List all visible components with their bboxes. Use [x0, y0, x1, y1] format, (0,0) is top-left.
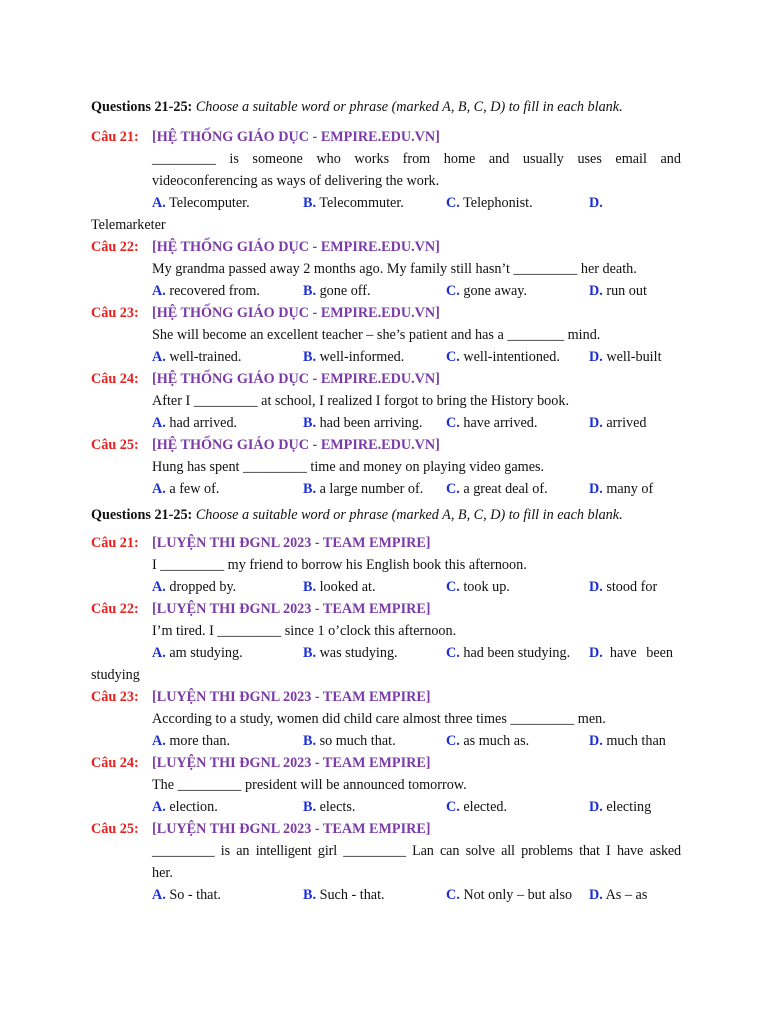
option-c[interactable]: C. have arrived. [446, 415, 538, 431]
answer-options [152, 478, 681, 500]
question-source: [HỆ THỐNG GIÁO DỤC - EMPIRE.EDU.VN] [152, 239, 440, 255]
option-a[interactable]: A. recovered from. [152, 283, 260, 299]
option-b[interactable]: B. gone off. [303, 283, 371, 299]
answer-options [152, 412, 681, 434]
question-source: [LUYỆN THI ĐGNL 2023 - TEAM EMPIRE] [152, 755, 431, 771]
question-number: Câu 25: [91, 437, 139, 453]
question-21 [91, 532, 681, 598]
question-number: Câu 23: [91, 305, 139, 321]
question-23 [91, 302, 681, 368]
question-21 [91, 126, 681, 236]
question-stem: _________ is an intelligent girl _________ Lan can solve all problems that I have asked [152, 843, 681, 859]
option-c[interactable]: C. had been studying. [446, 645, 571, 661]
question-24 [91, 368, 681, 434]
question-source: [LUYỆN THI ĐGNL 2023 - TEAM EMPIRE] [152, 601, 431, 617]
option-b[interactable]: B. a large number of. [303, 481, 424, 497]
option-c[interactable]: C. as much as. [446, 733, 530, 749]
option-d[interactable]: D. run out [589, 283, 647, 299]
question-stem: The _________ president will be announced tomorrow. [152, 777, 467, 793]
answer-options [152, 280, 681, 302]
question-source: [HỆ THỐNG GIÁO DỤC - EMPIRE.EDU.VN] [152, 437, 440, 453]
option-d[interactable]: D. many of [589, 481, 654, 497]
question-stem: I’m tired. I _________ since 1 o’clock this afternoon. [152, 623, 457, 639]
answer-options [152, 576, 681, 598]
option-b[interactable]: B. looked at. [303, 579, 376, 595]
question-stem-cont: videoconferencing as ways of delivering the work. [152, 173, 440, 189]
option-c[interactable]: C. took up. [446, 579, 510, 595]
heading-label: Questions 21-25: [91, 99, 193, 115]
question-number: Câu 22: [91, 239, 139, 255]
option-a[interactable]: A. dropped by. [152, 579, 237, 595]
question-stem-cont: her. [152, 865, 173, 881]
option-b[interactable]: B. so much that. [303, 733, 396, 749]
answer-options [152, 730, 681, 752]
question-source: [LUYỆN THI ĐGNL 2023 - TEAM EMPIRE] [152, 821, 431, 837]
question-source: [HỆ THỐNG GIÁO DỤC - EMPIRE.EDU.VN] [152, 371, 440, 387]
option-a[interactable]: A. a few of. [152, 481, 220, 497]
option-d[interactable]: D. stood for [589, 579, 658, 595]
question-stem: _________ is someone who works from home and usually uses email and [152, 151, 681, 167]
question-stem: My grandma passed away 2 months ago. My family still hasn’t _________ her death. [152, 261, 637, 277]
document-page [91, 96, 681, 906]
option-d[interactable]: D. well-built [589, 349, 662, 365]
heading-label: Questions 21-25: [91, 507, 193, 523]
answer-options [152, 796, 681, 818]
answer-options [152, 192, 681, 214]
option-d[interactable]: D. [589, 195, 603, 211]
section-1 [91, 96, 681, 500]
section-2 [91, 504, 681, 906]
option-b[interactable]: B. had been arriving. [303, 415, 423, 431]
question-stem: According to a study, women did child care almost three times _________ men. [152, 711, 606, 727]
option-a[interactable]: A. am studying. [152, 645, 243, 661]
option-c[interactable]: C. Telephonist. [446, 195, 533, 211]
option-b[interactable]: B. Telecommuter. [303, 195, 404, 211]
question-number: Câu 24: [91, 755, 139, 771]
question-22 [91, 236, 681, 302]
option-b[interactable]: B. well-informed. [303, 349, 405, 365]
heading-instruction: Choose a suitable word or phrase (marked A, B, C, D) to fill in each blank. [195, 99, 623, 115]
option-a[interactable]: A. had arrived. [152, 415, 238, 431]
question-number: Câu 25: [91, 821, 139, 837]
option-b[interactable]: B. was studying. [303, 645, 398, 661]
option-c[interactable]: C. Not only – but also [446, 887, 573, 903]
option-b[interactable]: B. elects. [303, 799, 356, 815]
option-a[interactable]: A. Telecomputer. [152, 195, 250, 211]
option-c[interactable]: C. gone away. [446, 283, 528, 299]
question-25 [91, 434, 681, 500]
option-d-text: studying [91, 667, 140, 683]
option-a[interactable]: A. So - that. [152, 887, 221, 903]
question-source: [HỆ THỐNG GIÁO DỤC - EMPIRE.EDU.VN] [152, 305, 440, 321]
question-stem: Hung has spent _________ time and money on playing video games. [152, 459, 545, 475]
question-22 [91, 598, 681, 686]
question-number: Câu 21: [91, 129, 139, 145]
question-number: Câu 24: [91, 371, 139, 387]
option-d[interactable]: D. As – as [589, 887, 648, 903]
option-a[interactable]: A. well-trained. [152, 349, 242, 365]
option-c[interactable]: C. a great deal of. [446, 481, 548, 497]
option-a[interactable]: A. more than. [152, 733, 231, 749]
option-a[interactable]: A. election. [152, 799, 218, 815]
question-25 [91, 818, 681, 906]
option-b[interactable]: B. Such - that. [303, 887, 385, 903]
question-number: Câu 21: [91, 535, 139, 551]
question-source: [HỆ THỐNG GIÁO DỤC - EMPIRE.EDU.VN] [152, 129, 440, 145]
section-heading [91, 504, 681, 526]
option-d[interactable]: D. arrived [589, 415, 647, 431]
question-number: Câu 23: [91, 689, 139, 705]
option-d-text: Telemarketer [91, 217, 166, 233]
option-c[interactable]: C. elected. [446, 799, 508, 815]
question-stem: After I _________ at school, I realized I forgot to bring the History book. [152, 393, 569, 409]
answer-options [152, 884, 681, 906]
question-stem: She will become an excellent teacher – she’s patient and has a ________ mind. [152, 327, 601, 343]
question-stem: I _________ my friend to borrow his English book this afternoon. [152, 557, 527, 573]
question-number: Câu 22: [91, 601, 139, 617]
question-source: [LUYỆN THI ĐGNL 2023 - TEAM EMPIRE] [152, 535, 431, 551]
answer-options [152, 642, 681, 664]
option-d[interactable]: D. electing [589, 799, 652, 815]
question-23 [91, 686, 681, 752]
answer-options [152, 346, 681, 368]
option-c[interactable]: C. well-intentioned. [446, 349, 560, 365]
option-d[interactable]: D. have been [589, 645, 674, 661]
heading-instruction: Choose a suitable word or phrase (marked A, B, C, D) to fill in each blank. [195, 507, 623, 523]
question-source: [LUYỆN THI ĐGNL 2023 - TEAM EMPIRE] [152, 689, 431, 705]
section-heading [91, 96, 681, 118]
question-24 [91, 752, 681, 818]
option-d[interactable]: D. much than [589, 733, 666, 749]
